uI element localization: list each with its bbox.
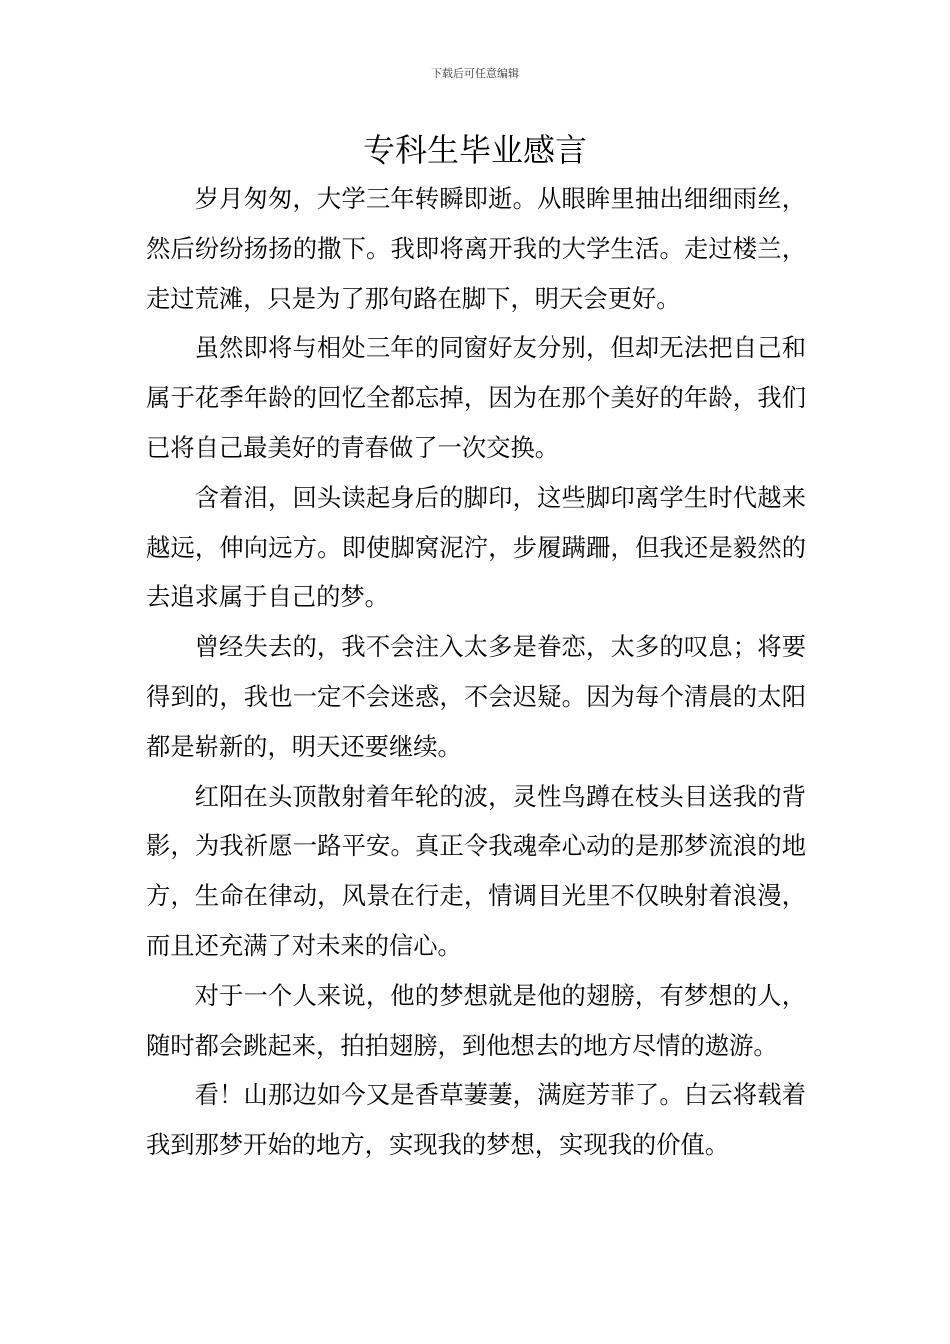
page-header-note: 下载后可任意编辑 (431, 67, 519, 80)
paragraph-6: 对于一个人来说，他的梦想就是他的翅膀，有梦想的人，随时都会跳起来，拍拍翅膀，到他想去的地方尽情的遨游。 (146, 980, 806, 1060)
document-body (146, 174, 806, 1170)
document-title: 专科生毕业感言 (362, 131, 587, 169)
paragraph-2: 虽然即将与相处三年的同窗好友分别，但却无法把自己和属于花季年龄的回忆全都忘掉，因为在那个美好的年龄，我们已将自己最美好的青春做了一次交换。 (146, 333, 806, 462)
paragraph-5: 红阳在头顶散射着年轮的波，灵性鸟蹲在枝头目送我的背影，为我祈愿一路平安。真正令我魂牵心动的是那梦流浪的地方，生命在律动，风景在行走，情调目光里不仅映射着浪漫，而且还充满了对未来的信心。 (146, 781, 806, 960)
paragraph-7: 看！山那边如今又是香草萋萋，满庭芳菲了。白云将载着我到那梦开始的地方，实现我的梦想，实现我的价值。 (146, 1080, 806, 1160)
paragraph-3: 含着泪，回头读起身后的脚印，这些脚印离学生时代越来越远，伸向远方。即使脚窝泥泞，步履蹒跚，但我还是毅然的去追求属于自己的梦。 (146, 482, 806, 612)
paragraph-1: 岁月匆匆，大学三年转瞬即逝。从眼眸里抽出细细雨丝，然后纷纷扬扬的撒下。我即将离开我的大学生活。走过楼兰，走过荒滩，只是为了那句路在脚下，明天会更好。 (146, 184, 806, 313)
paragraph-4: 曾经失去的，我不会注入太多是眷恋，太多的叹息；将要得到的，我也一定不会迷惑，不会迟疑。因为每个清晨的太阳都是崭新的，明天还要继续。 (146, 632, 806, 761)
